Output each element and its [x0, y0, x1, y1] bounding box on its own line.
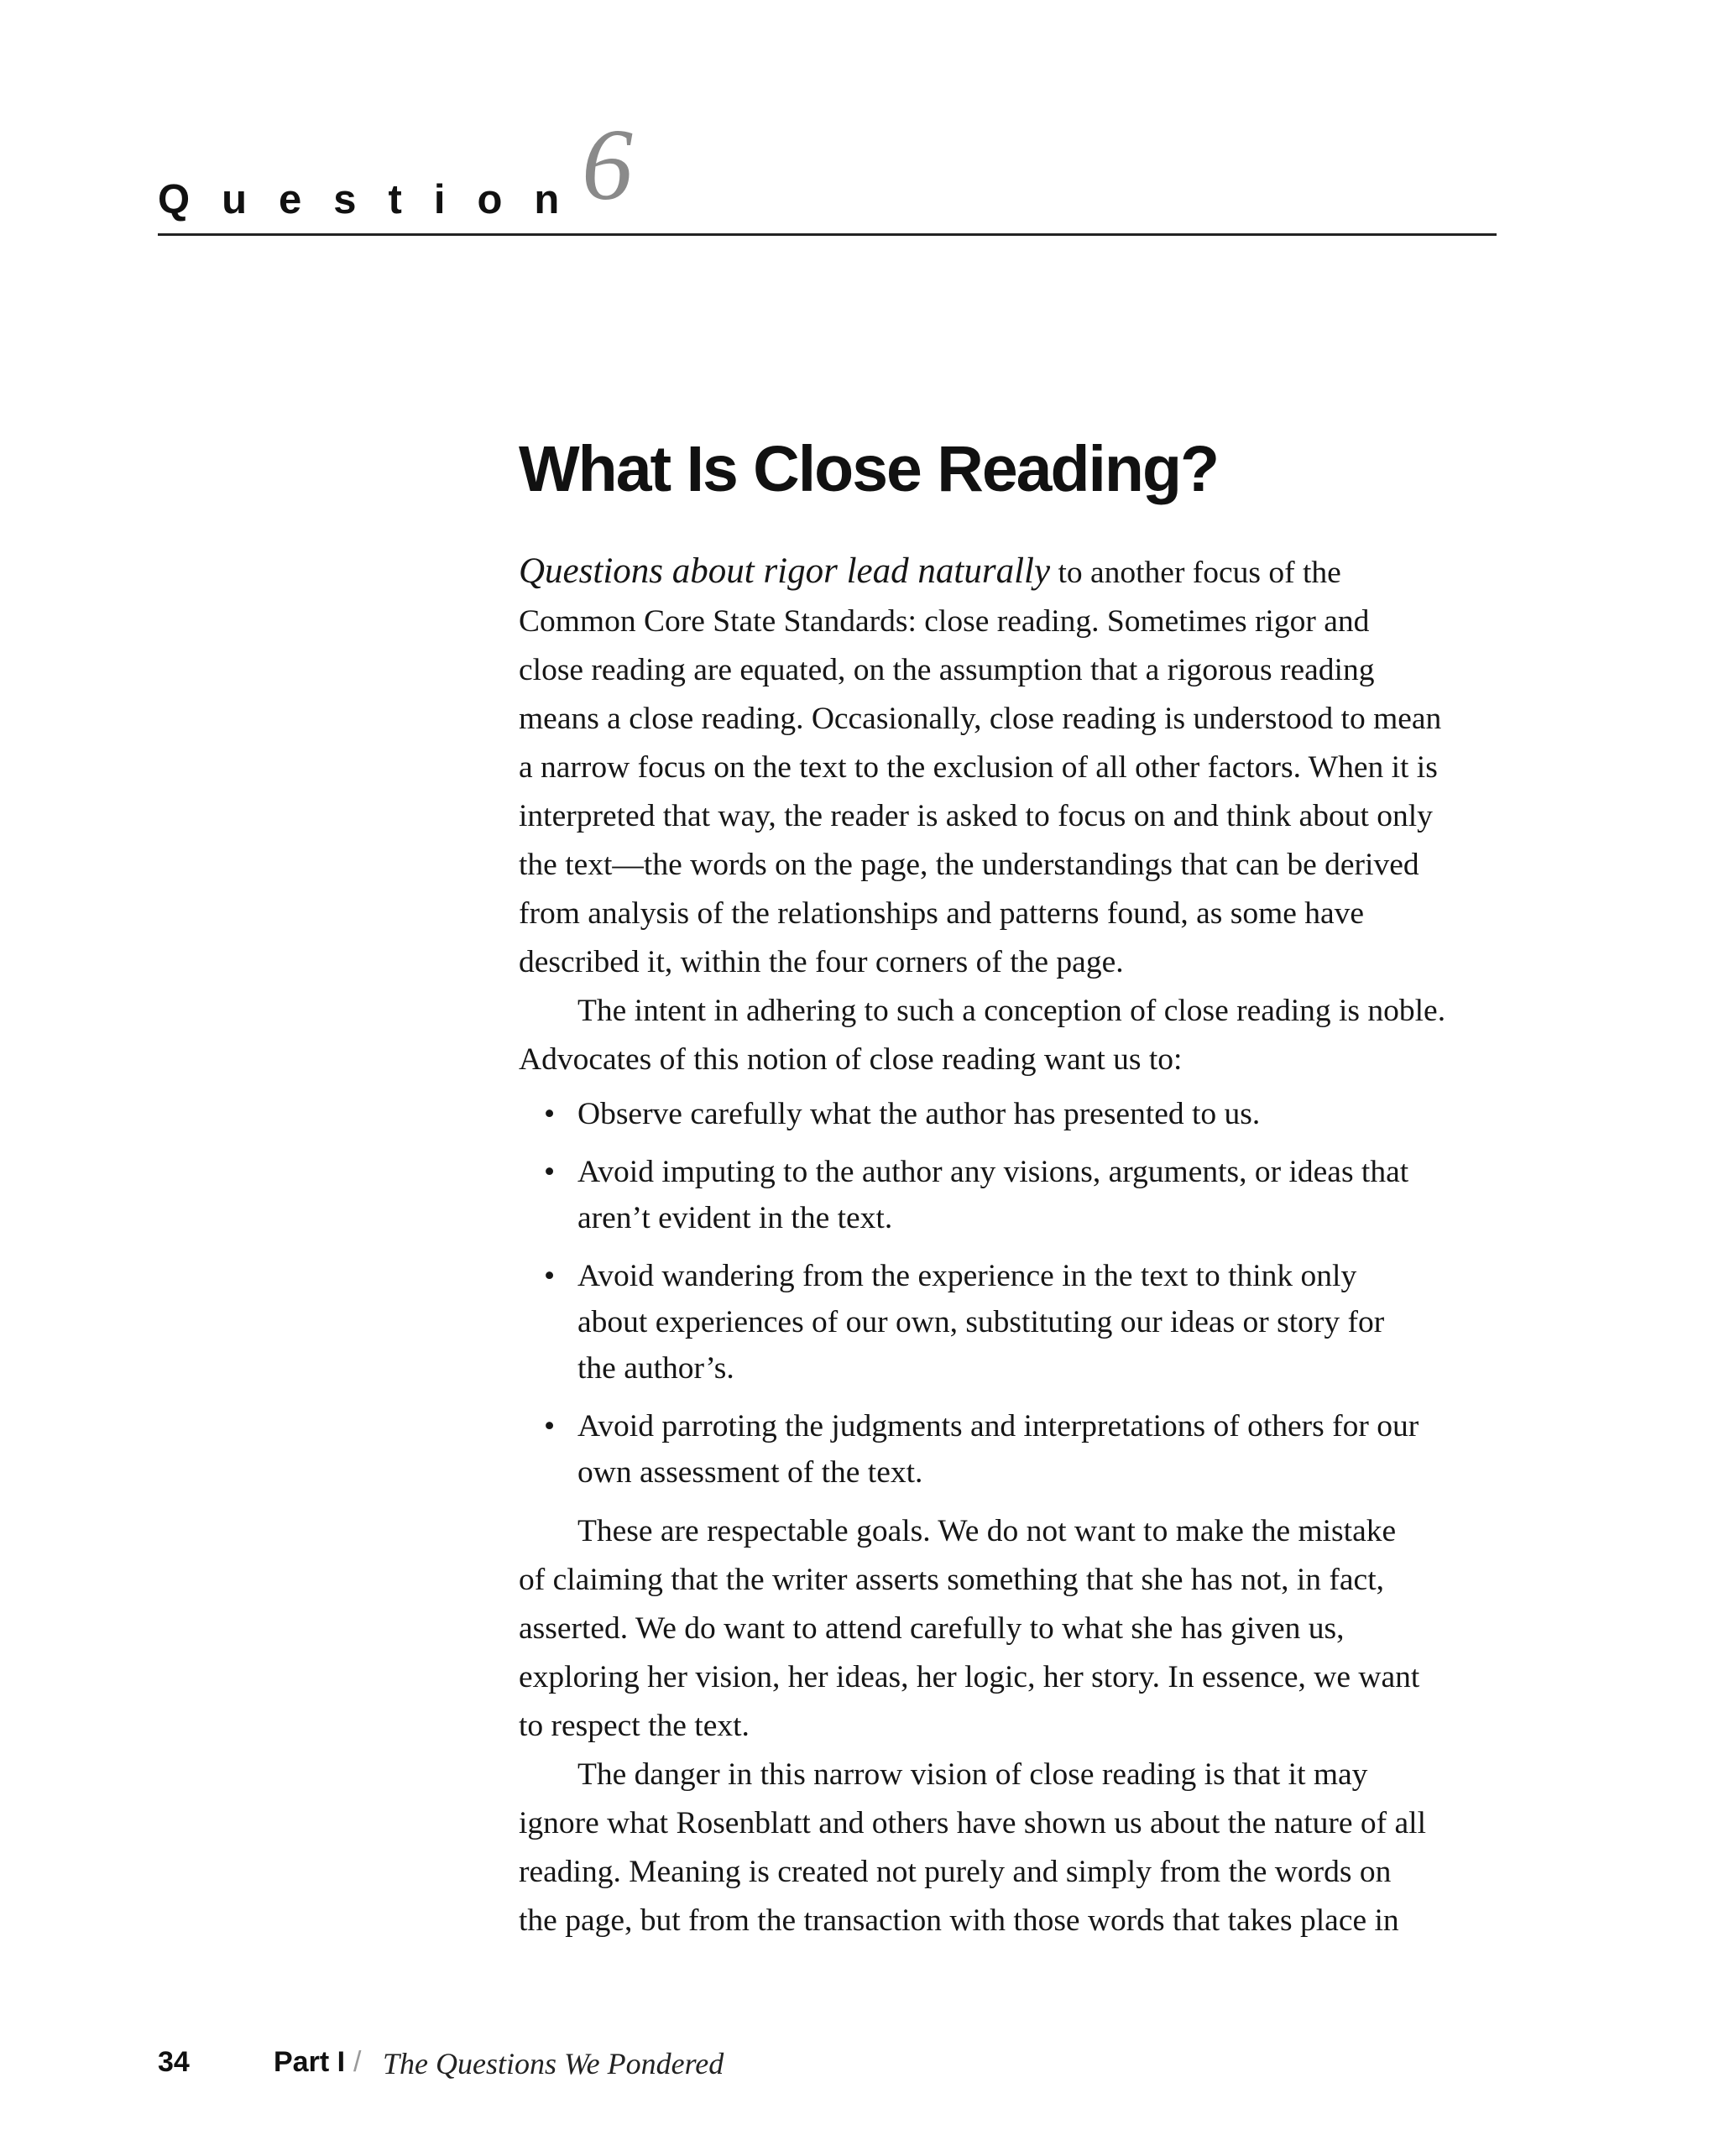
list-item-text: Observe carefully what the author has presented to us. — [577, 1097, 1261, 1131]
list-item — [519, 1149, 1501, 1241]
page-number: 34 — [158, 2046, 190, 2078]
header-rule — [158, 233, 1497, 236]
list-item-text: Avoid wandering from the experience in the text to think only about experiences of our own, substituting our ideas or story for the author’s. — [577, 1259, 1385, 1386]
paragraph-4: The danger in this narrow vision of close reading is that it may ignore what Rosenblatt and others have shown us about the nature of all reading. Meaning is created not purely and simply from the words on the page, but from the transaction with those words that takes place in — [519, 1757, 1426, 1938]
bullet-marker: • — [544, 1097, 556, 1131]
paragraph-2: The intent in adhering to such a conception of close reading is noble. Advocates of this notion of close reading want us to: — [519, 994, 1446, 1077]
list-item-text: Avoid imputing to the author any visions, arguments, or ideas that aren’t evident in the text. — [577, 1155, 1409, 1235]
paragraph-3: These are respectable goals. We do not want to make the mistake of claiming that the writer asserts something that she has not, in fact, asserted. We do want to attend carefully to what she has given us, exploring her vision, her ideas, her logic, her story. In essence, we want to respect the text. — [519, 1514, 1420, 1743]
question-header — [158, 108, 1497, 235]
part-title: The Questions We Pondered — [383, 2047, 724, 2080]
paragraph-1-text: to another focus of the Common Core State Standards: close reading. Sometimes rigor and close reading are equated, on the assumption that a rigorous reading means a close reading. Occasionally, close reading is understood to mean a narrow focus on the text to the exclusion of all other factors. When it is interpreted that way, the reader is asked to focus on and think about only the text—the words on the page, the understandings that can be derived from analysis of the relationships and patterns found, as some have described it, within the four corners of the page. — [519, 556, 1442, 979]
chapter-title: What Is Close Reading? — [519, 433, 1219, 505]
list-item-text: Avoid parroting the judgments and interpretations of others for our own assessment of the text. — [577, 1409, 1419, 1490]
paragraph-1 — [519, 547, 1501, 987]
body-text — [519, 547, 1501, 1945]
list-item — [519, 1091, 1501, 1137]
bullet-marker: • — [544, 1155, 556, 1189]
bullet-marker: • — [544, 1259, 556, 1293]
list-item — [519, 1403, 1501, 1496]
footer-separator: / — [353, 2046, 362, 2078]
list-item — [519, 1253, 1501, 1391]
part-label: Part I — [274, 2046, 346, 2078]
question-number: 6 — [582, 108, 633, 222]
question-label: Question — [158, 177, 592, 222]
bullet-marker: • — [544, 1409, 556, 1443]
bullet-list — [519, 1091, 1501, 1496]
lead-in: Questions about rigor lead naturally — [519, 551, 1051, 591]
page-footer — [0, 2046, 1719, 2096]
